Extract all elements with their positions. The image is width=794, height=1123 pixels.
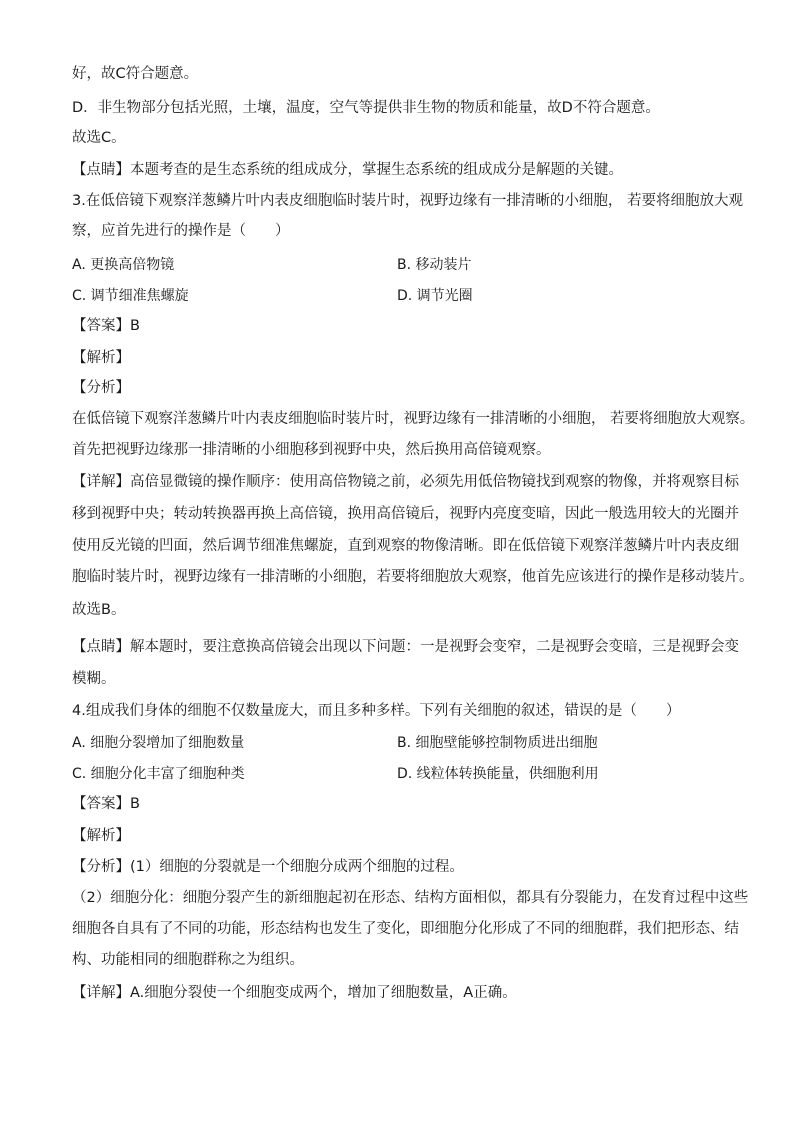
text-line: 故选C。 [72,130,126,146]
q3-guxuan: 故选B。 [72,602,126,618]
q3-option-d: D. 调节光圈 [397,288,473,304]
q4-jiexi-label: 【解析】 [72,828,130,844]
q3-dianjing-line: 【点睛】解本题时，要注意换高倍镜会出现以下问题：一是视野会变窄，二是视野会变暗，三是视野会变 [72,639,739,655]
text-line: 好，故C符合题意。 [72,66,199,82]
text-line: 【点睛】本题考查的是生态系统的组成成分，掌握生态系统的组成成分是解题的关键。 [72,162,623,178]
q3-answer: 【答案】B [72,318,140,334]
q3-option-a: A. 更换高倍物镜 [72,257,175,273]
q4-xiangjie-line: 【详解】A.细胞分裂使一个细胞变成两个，增加了细胞数量，A正确。 [72,985,517,1001]
q3-option-b: B. 移动装片 [397,257,472,273]
q4-fenxi2-line: 细胞各自具有了不同的功能，形态结构也发生了变化，即细胞分化形成了不同的细胞群，我们把形态、结 [72,921,739,937]
q3-fenxi-label: 【分析】 [72,380,130,396]
q3-option-c: C. 调节细准焦螺旋 [72,288,189,304]
question-3-stem-cont: 察，应首先进行的操作是（ ） [72,223,290,239]
q4-option-b: B. 细胞壁能够控制物质进出细胞 [397,735,598,751]
q3-jiexi-label: 【解析】 [72,350,130,366]
q4-answer: 【答案】B [72,796,140,812]
q4-fenxi2-line: 构、功能相同的细胞群称之为组织。 [72,952,304,968]
q3-fenxi-line: 在低倍镜下观察洋葱鳞片叶内表皮细胞临时装片时，视野边缘有一排清晰的小细胞， 若要将细胞放大观察。 [72,411,755,427]
q3-xiangjie-line: 使用反光镜的凹面，然后调节细准焦螺旋，直到观察的物像清晰。即在低倍镜下观察洋葱鳞片叶内表皮细 [72,538,739,554]
q3-xiangjie-line: 移到视野中央；转动转换器再换上高倍镜，换用高倍镜后，视野内亮度变暗，因此一般选用较大的光圈并 [72,506,739,522]
q3-xiangjie-line: 【详解】高倍显微镜的操作顺序：使用高倍物镜之前，必须先用低倍物镜找到观察的物像，并将观察目标 [72,474,739,490]
q3-xiangjie-line: 胞临时装片时，视野边缘有一排清晰的小细胞，若要将细胞放大观察，他首先应该进行的操作是移动装片。 [72,569,754,585]
q4-option-d: D. 线粒体转换能量，供细胞利用 [397,766,599,782]
text-line: D．非生物部分包括光照，土壤，温度，空气等提供非生物的物质和能量，故D不符合题意。 [72,100,660,116]
q4-fenxi-line: 【分析】(1）细胞的分裂就是一个细胞分成两个细胞的过程。 [72,859,464,875]
q4-option-c: C. 细胞分化丰富了细胞种类 [72,766,245,782]
question-4-stem: 4.组成我们身体的细胞不仅数量庞大，而且多种多样。下列有关细胞的叙述，错误的是（ ） [72,703,681,719]
q4-option-a: A. 细胞分裂增加了细胞数量 [72,735,245,751]
q3-dianjing-line: 模糊。 [72,671,116,687]
question-3-stem: 3.在低倍镜下观察洋葱鳞片叶内表皮细胞临时装片时，视野边缘有一排清晰的小细胞， 若要将细胞放大观 [72,193,743,209]
q3-fenxi-line: 首先把视野边缘那一排清晰的小细胞移到视野中央，然后换用高倍镜观察。 [72,442,551,458]
q4-fenxi2-line: （2）细胞分化：细胞分裂产生的新细胞起初在形态、结构方面相似，都具有分裂能力，在发育过程中这些 [72,890,749,906]
